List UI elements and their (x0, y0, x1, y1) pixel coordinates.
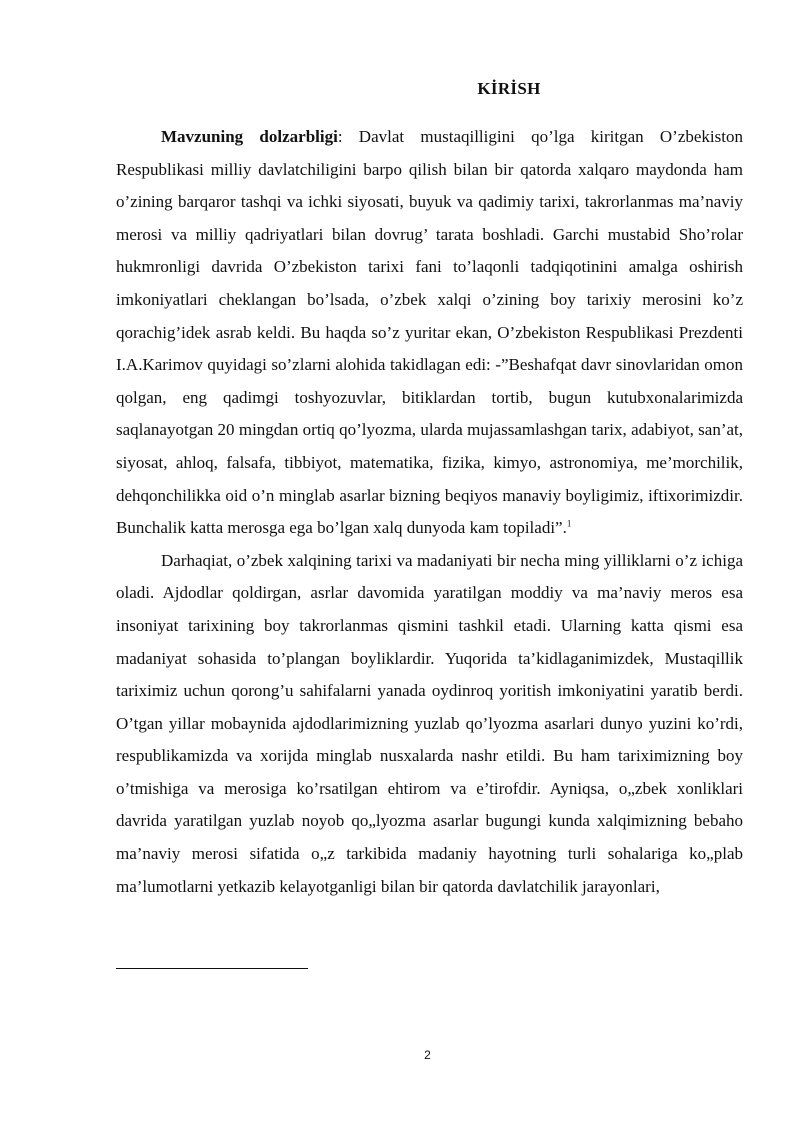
footnote-separator (116, 968, 308, 969)
paragraph-relevance (116, 121, 743, 545)
paragraph-text: : Davlat mustaqilligini qo’lga kiritgan O’zbekiston Respublikasi milliy davlatchiligini barpo qilish bilan bir qatorda xalqaro maydonda ham o’zining barqaror tashqi va ichki siyosati, buyuk va qadimiy tarixi, takrorlanmas ma’naviy merosi va milliy qadriyatlari bilan dovrug’ tarata boshladi. Garchi mustabid Sho’rolar hukmronligi davrida O’zbekiston tarixi fani to’laqonli tadqiqotinini amalga oshirish imkoniyatlari cheklangan bo’lsada, o’zbek xalqi o’zining boy tarixiy merosini ko’z qorachig’idek asrab keldi. Bu haqda so’z yuritar ekan, O’zbekiston Respublikasi Prezdenti I.A.Karimov quyidagi so’zlarni alohida takidlagan edi: -”Beshafqat davr sinovlaridan omon qolgan, eng qadimgi toshyozuvlar, bitiklardan tortib, bugun kutubxonalarimizda saqlanayotgan 20 mingdan ortiq qo’lyozma, ularda mujassamlashgan tarix, adabiyot, san’at, siyosat, ahloq, falsafa, tibbiyot, matematika, fizika, kimyo, astronomiya, me’morchilik, dehqonchilikka oid o’n minglab asarlar bizning beqiyos manaviy boyligimiz, iftixorimizdir. Bunchalik katta merosga ega bo’lgan xalq dunyoda kam topiladi”. (116, 127, 743, 538)
page-number: 2 (424, 1048, 431, 1062)
page-heading: KİRİSH (477, 79, 541, 98)
body-text (116, 121, 743, 903)
paragraph-lead: Mavzuning dolzarbligi (161, 127, 338, 146)
footnote-mark: 1 (566, 518, 572, 529)
paragraph-history: Darhaqiat, o’zbek xalqining tarixi va madaniyati bir necha ming yilliklarni o’z ichiga oladi. Ajdodlar qoldirgan, asrlar davomida yaratilgan moddiy va ma’naviy meros esa insoniyat tarixining boy takrorlanmas qismini tashkil etadi. Ularning katta qismi esa madaniyat sohasida to’plangan boyliklardir. Yuqorida ta’kidlaganimizdek, Mustaqillik tariximiz uchun qorong’u sahifalarni yanada oydinroq yoritish imkoniyatini yaratib berdi. O’tgan yillar mobaynida ajdodlarimizning yuzlab qo’lyozma asarlari dunyo yuzini ko’rdi, respublikamizda va xorijda minglab nusxalarda nashr etildi. Bu ham tariximizning boy o’tmishiga va merosiga ko’rsatilgan ehtirom va e’tirofdir. Ayniqsa, o„zbek xonliklari davrida yaratilgan yuzlab noyob qo„lyozma asarlar bugungi kunda xalqimizning bebaho ma’naviy merosi sifatida o„z tarkibida madaniy hayotning turli sohalariga ko„plab ma’lumotlarni yetkazib kelayotganligi bilan bir qatorda davlatchilik jarayonlari, (116, 550, 743, 896)
